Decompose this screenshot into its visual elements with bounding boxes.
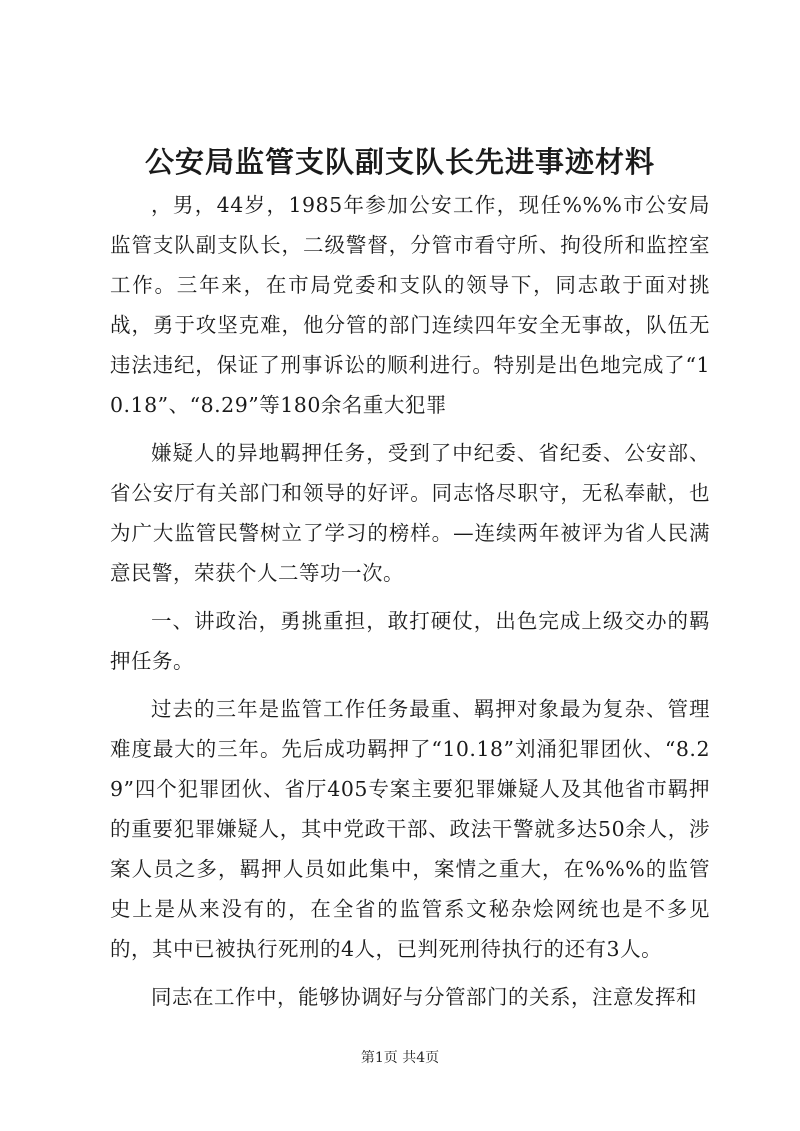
paragraph-section-heading: 一、讲政治，勇挑重担，敢打硬仗，出色完成上级交办的羁押任务。 (110, 609, 710, 673)
page-number-footer: 第1页 共4页 (360, 1050, 440, 1066)
paragraph-detention-work: 过去的三年是监管工作任务最重、羁押对象最为复杂、管理难度最大的三年。先后成功羁押了“10.18”刘涌犯罪团伙、“8.29”四个犯罪团伙、省厅405专案主要犯罪嫌疑人及其他省市羁押的重要犯罪嫌疑人，其中党政干部、政法干警就多达50余人，涉案人员之多，羁押人员如此集中，案情之重大，在%%%的监管史上是从来没有的，在全省的监管系文秘杂烩网统也是不多见的，其中已被执行死刑的4人，已判死刑待执行的还有3人。 (110, 697, 710, 961)
document-title: 公安局监管支队副支队长先进事迹材料 (144, 145, 655, 179)
paragraph-coordination: 同志在工作中，能够协调好与分管部门的关系，注意发挥和 (151, 985, 697, 1009)
paragraph-achievement: 嫌疑人的异地羁押任务，受到了中纪委、省纪委、公安部、省公安厅有关部门和领导的好评。同志恪尽职守，无私奉献，也为广大监管民警树立了学习的榜样。—连续两年被评为省人民满意民警，荣获个人二等功一次。 (110, 441, 710, 585)
paragraph-intro: ，男，44岁，1985年参加公安工作，现任%%%市公安局监管支队副支队长，二级警督，分管市看守所、拘役所和监控室工作。三年来，在市局党委和支队的领导下，同志敢于面对挑战，勇于攻坚克难，他分管的部门连续四年安全无事故，队伍无违法违纪，保证了刑事诉讼的顺利进行。特别是出色地完成了“10.18”、“8.29”等180余名重大犯罪 (110, 193, 710, 417)
document-body (110, 185, 710, 1017)
